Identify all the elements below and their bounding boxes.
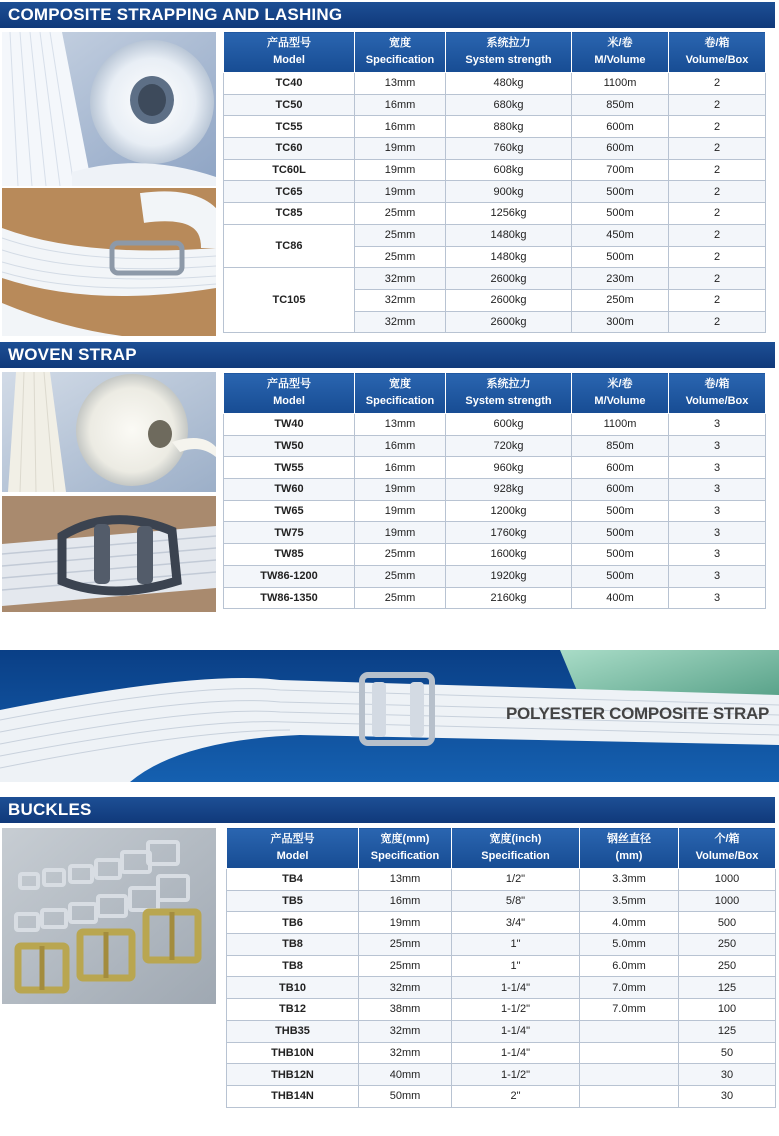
cell-width: 19mm [355, 522, 446, 544]
header-model [224, 373, 355, 414]
cell-width: 19mm [355, 181, 446, 203]
section-title-composite: COMPOSITE STRAPPING AND LASHING [0, 2, 775, 28]
cell-length: 600m [572, 138, 669, 160]
cell-width-inch: 5/8" [452, 890, 580, 912]
table-row [224, 159, 766, 181]
header-cn: 产品型号 [270, 833, 315, 845]
cell-model: TW60 [224, 479, 355, 501]
cell-width: 32mm [355, 311, 446, 333]
cell-box: 250 [679, 934, 776, 956]
header-strength [446, 373, 572, 414]
cell-width: 19mm [355, 138, 446, 160]
cell-length: 300m [572, 311, 669, 333]
header-model [227, 828, 359, 869]
cell-width: 19mm [355, 479, 446, 501]
cell-box: 250 [679, 955, 776, 977]
cell-length: 1100m [572, 73, 669, 95]
cell-wire [580, 1085, 679, 1107]
cell-box: 30 [679, 1085, 776, 1107]
cell-model: TB10 [227, 977, 359, 999]
cell-model: TC55 [224, 116, 355, 138]
cell-length: 500m [572, 203, 669, 225]
header-en: Specification [370, 850, 440, 862]
cell-model: TC60L [224, 159, 355, 181]
cell-width: 13mm [355, 414, 446, 436]
cell-model: TW50 [224, 435, 355, 457]
cell-length: 500m [572, 181, 669, 203]
cell-width-inch: 2" [452, 1085, 580, 1107]
cell-length: 850m [572, 435, 669, 457]
cell-width-mm: 40mm [359, 1064, 452, 1086]
cell-model: TB6 [227, 912, 359, 934]
cell-wire: 6.0mm [580, 955, 679, 977]
cell-box: 3 [669, 565, 766, 587]
cell-box: 3 [669, 414, 766, 436]
cell-wire [580, 1064, 679, 1086]
cell-model: TW55 [224, 457, 355, 479]
cell-model: TB4 [227, 869, 359, 891]
table-row [224, 565, 766, 587]
table-row [224, 181, 766, 203]
header-en: System strength [465, 54, 552, 66]
cell-box: 125 [679, 1020, 776, 1042]
header-cn: 宽度 [389, 378, 411, 390]
table-row [224, 203, 766, 225]
header-box [669, 373, 766, 414]
cell-width-mm: 25mm [359, 934, 452, 956]
cell-box: 2 [669, 224, 766, 246]
cell-box: 3 [669, 587, 766, 609]
cell-box: 3 [669, 544, 766, 566]
header-en: Model [273, 54, 305, 66]
cell-box: 2 [669, 181, 766, 203]
cell-strength: 928kg [446, 479, 572, 501]
cell-model: TC50 [224, 94, 355, 116]
header-en: Volume/Box [685, 54, 749, 66]
table-row [224, 500, 766, 522]
cell-wire: 4.0mm [580, 912, 679, 934]
cell-length: 500m [572, 522, 669, 544]
cell-box: 2 [669, 138, 766, 160]
cell-length: 500m [572, 544, 669, 566]
cell-width-inch: 3/4" [452, 912, 580, 934]
woven-buckle-photo [2, 496, 216, 612]
cell-width-inch: 1-1/4" [452, 1020, 580, 1042]
cell-width-inch: 1" [452, 955, 580, 977]
cell-strength: 1920kg [446, 565, 572, 587]
cell-strength: 2600kg [446, 268, 572, 290]
woven-spec-table [223, 372, 766, 609]
table-row [224, 587, 766, 609]
cell-model: TW86-1350 [224, 587, 355, 609]
cell-strength: 680kg [446, 94, 572, 116]
cell-width: 25mm [355, 565, 446, 587]
header-width [355, 32, 446, 73]
header-cn: 产品型号 [267, 37, 311, 49]
table-row [227, 1085, 776, 1107]
table-row [227, 1064, 776, 1086]
cell-strength: 608kg [446, 159, 572, 181]
header-model [224, 32, 355, 73]
woven-roll-photo [2, 372, 216, 492]
table-row [224, 479, 766, 501]
cell-model: TW85 [224, 544, 355, 566]
header-width-mm [359, 828, 452, 869]
table-row [224, 138, 766, 160]
header-en: Specification [365, 54, 435, 66]
cell-model: TB5 [227, 890, 359, 912]
header-cn: 卷/箱 [704, 378, 730, 390]
cell-length: 450m [572, 224, 669, 246]
header-cn: 产品型号 [267, 378, 311, 390]
cell-width-inch: 1-1/2" [452, 1064, 580, 1086]
cell-width-mm: 32mm [359, 1042, 452, 1064]
cell-length: 600m [572, 116, 669, 138]
header-en: Model [276, 850, 309, 862]
cell-width: 19mm [355, 159, 446, 181]
cell-strength: 1200kg [446, 500, 572, 522]
header-en: (mm) [615, 850, 643, 862]
cell-box: 2 [669, 159, 766, 181]
cell-model: TW75 [224, 522, 355, 544]
cell-width: 16mm [355, 457, 446, 479]
header-en: Specification [481, 850, 550, 862]
cell-model: TB12 [227, 999, 359, 1021]
cell-strength: 1256kg [446, 203, 572, 225]
table-row [227, 869, 776, 891]
table-row [227, 977, 776, 999]
table-row [227, 1042, 776, 1064]
cell-box: 3 [669, 457, 766, 479]
cell-strength: 1480kg [446, 224, 572, 246]
header-cn: 宽度 [389, 37, 411, 49]
cell-width: 19mm [355, 500, 446, 522]
table-row [224, 414, 766, 436]
cell-wire [580, 1042, 679, 1064]
cell-length: 500m [572, 246, 669, 268]
composite-spec-table [223, 31, 766, 333]
cell-width-mm: 50mm [359, 1085, 452, 1107]
cell-box: 125 [679, 977, 776, 999]
table-row [227, 912, 776, 934]
cell-box: 3 [669, 479, 766, 501]
cell-width-mm: 19mm [359, 912, 452, 934]
header-width [355, 373, 446, 414]
cell-wire [580, 1020, 679, 1042]
cell-box: 3 [669, 500, 766, 522]
cell-width-inch: 1/2" [452, 869, 580, 891]
table-row [224, 116, 766, 138]
cell-strength: 900kg [446, 181, 572, 203]
cell-width-inch: 1" [452, 934, 580, 956]
cell-box: 30 [679, 1064, 776, 1086]
cell-box: 3 [669, 435, 766, 457]
cell-model: THB10N [227, 1042, 359, 1064]
buckles-spec-table [226, 827, 776, 1108]
cell-box: 2 [669, 116, 766, 138]
cell-length: 1100m [572, 414, 669, 436]
header-box [679, 828, 776, 869]
header-cn: 钢丝直径 [607, 833, 651, 845]
cell-width-mm: 32mm [359, 977, 452, 999]
cell-strength: 600kg [446, 414, 572, 436]
cell-strength: 2600kg [446, 289, 572, 311]
cell-length: 500m [572, 565, 669, 587]
cell-width-mm: 16mm [359, 890, 452, 912]
header-width-inch [452, 828, 580, 869]
header-cn: 米/卷 [607, 378, 633, 390]
cell-width: 25mm [355, 224, 446, 246]
cell-length: 230m [572, 268, 669, 290]
cell-wire: 7.0mm [580, 999, 679, 1021]
cell-width: 16mm [355, 435, 446, 457]
table-row [224, 522, 766, 544]
cell-wire: 3.5mm [580, 890, 679, 912]
cell-box: 2 [669, 73, 766, 95]
composite-buckle-photo [2, 188, 216, 336]
header-cn: 系统拉力 [486, 378, 531, 390]
header-en: Specification [365, 395, 435, 407]
cell-model: TW65 [224, 500, 355, 522]
table-row [227, 1020, 776, 1042]
cell-model: THB35 [227, 1020, 359, 1042]
section-title-buckles: BUCKLES [0, 797, 775, 823]
cell-box: 2 [669, 94, 766, 116]
header-cn: 卷/箱 [704, 37, 730, 49]
table-header-row [224, 373, 766, 414]
cell-width: 13mm [355, 73, 446, 95]
composite-roll-photo [2, 32, 216, 186]
header-en: M/Volume [594, 54, 646, 66]
header-en: M/Volume [594, 395, 646, 407]
cell-width-inch: 1-1/4" [452, 1042, 580, 1064]
cell-model: TW86-1200 [224, 565, 355, 587]
table-row [227, 955, 776, 977]
table-row [227, 890, 776, 912]
header-cn: 系统拉力 [486, 37, 531, 49]
header-box [669, 32, 766, 73]
cell-strength: 760kg [446, 138, 572, 160]
header-strength [446, 32, 572, 73]
table-header-row [224, 32, 766, 73]
cell-strength: 1480kg [446, 246, 572, 268]
cell-box: 3 [669, 522, 766, 544]
header-wire-diameter [580, 828, 679, 869]
cell-width: 32mm [355, 268, 446, 290]
cell-box: 2 [669, 268, 766, 290]
header-length [572, 373, 669, 414]
table-row [224, 224, 766, 246]
cell-strength: 960kg [446, 457, 572, 479]
cell-model: TB8 [227, 955, 359, 977]
table-row [224, 94, 766, 116]
table-row [227, 934, 776, 956]
table-row [224, 435, 766, 457]
cell-width-inch: 1-1/2" [452, 999, 580, 1021]
cell-width-mm: 25mm [359, 955, 452, 977]
cell-width: 25mm [355, 246, 446, 268]
cell-width-mm: 32mm [359, 1020, 452, 1042]
table-row [224, 544, 766, 566]
cell-strength: 1760kg [446, 522, 572, 544]
cell-wire: 7.0mm [580, 977, 679, 999]
buckles-photo [2, 828, 216, 1004]
cell-model: TC105 [224, 268, 355, 333]
header-en: Model [273, 395, 305, 407]
banner-text: POLYESTER COMPOSITE STRAP [506, 704, 769, 723]
cell-strength: 720kg [446, 435, 572, 457]
cell-model: TC60 [224, 138, 355, 160]
table-row [224, 457, 766, 479]
cell-strength: 480kg [446, 73, 572, 95]
cell-width-mm: 13mm [359, 869, 452, 891]
cell-model: THB14N [227, 1085, 359, 1107]
cell-box: 500 [679, 912, 776, 934]
cell-model: TC40 [224, 73, 355, 95]
cell-box: 2 [669, 311, 766, 333]
cell-wire: 5.0mm [580, 934, 679, 956]
cell-box: 1000 [679, 890, 776, 912]
header-length [572, 32, 669, 73]
cell-width: 16mm [355, 94, 446, 116]
cell-length: 700m [572, 159, 669, 181]
cell-model: TC65 [224, 181, 355, 203]
cell-length: 500m [572, 500, 669, 522]
cell-box: 2 [669, 289, 766, 311]
cell-width: 25mm [355, 544, 446, 566]
header-en: Volume/Box [685, 395, 749, 407]
cell-width: 16mm [355, 116, 446, 138]
cell-strength: 2160kg [446, 587, 572, 609]
cell-width-mm: 38mm [359, 999, 452, 1021]
polyester-strap-banner [0, 650, 779, 782]
cell-box: 2 [669, 203, 766, 225]
cell-model: TC85 [224, 203, 355, 225]
header-cn: 米/卷 [607, 37, 633, 49]
cell-width: 25mm [355, 587, 446, 609]
cell-strength: 2600kg [446, 311, 572, 333]
cell-model: TB8 [227, 934, 359, 956]
table-row [224, 268, 766, 290]
cell-box: 100 [679, 999, 776, 1021]
header-en: Volume/Box [695, 850, 759, 862]
cell-length: 600m [572, 479, 669, 501]
table-row [224, 73, 766, 95]
cell-length: 250m [572, 289, 669, 311]
header-cn: 宽度(inch) [489, 833, 542, 845]
section-title-woven: WOVEN STRAP [0, 342, 775, 368]
cell-width-inch: 1-1/4" [452, 977, 580, 999]
header-en: System strength [465, 395, 552, 407]
cell-box: 1000 [679, 869, 776, 891]
cell-box: 2 [669, 246, 766, 268]
table-header-row [227, 828, 776, 869]
table-row [227, 999, 776, 1021]
cell-strength: 880kg [446, 116, 572, 138]
cell-model: TW40 [224, 414, 355, 436]
header-cn: 宽度(mm) [380, 833, 430, 845]
cell-length: 850m [572, 94, 669, 116]
cell-model: THB12N [227, 1064, 359, 1086]
cell-wire: 3.3mm [580, 869, 679, 891]
cell-model: TC86 [224, 224, 355, 267]
header-cn: 个/箱 [714, 833, 740, 845]
cell-width: 25mm [355, 203, 446, 225]
cell-width: 32mm [355, 289, 446, 311]
cell-box: 50 [679, 1042, 776, 1064]
cell-length: 400m [572, 587, 669, 609]
cell-length: 600m [572, 457, 669, 479]
cell-strength: 1600kg [446, 544, 572, 566]
